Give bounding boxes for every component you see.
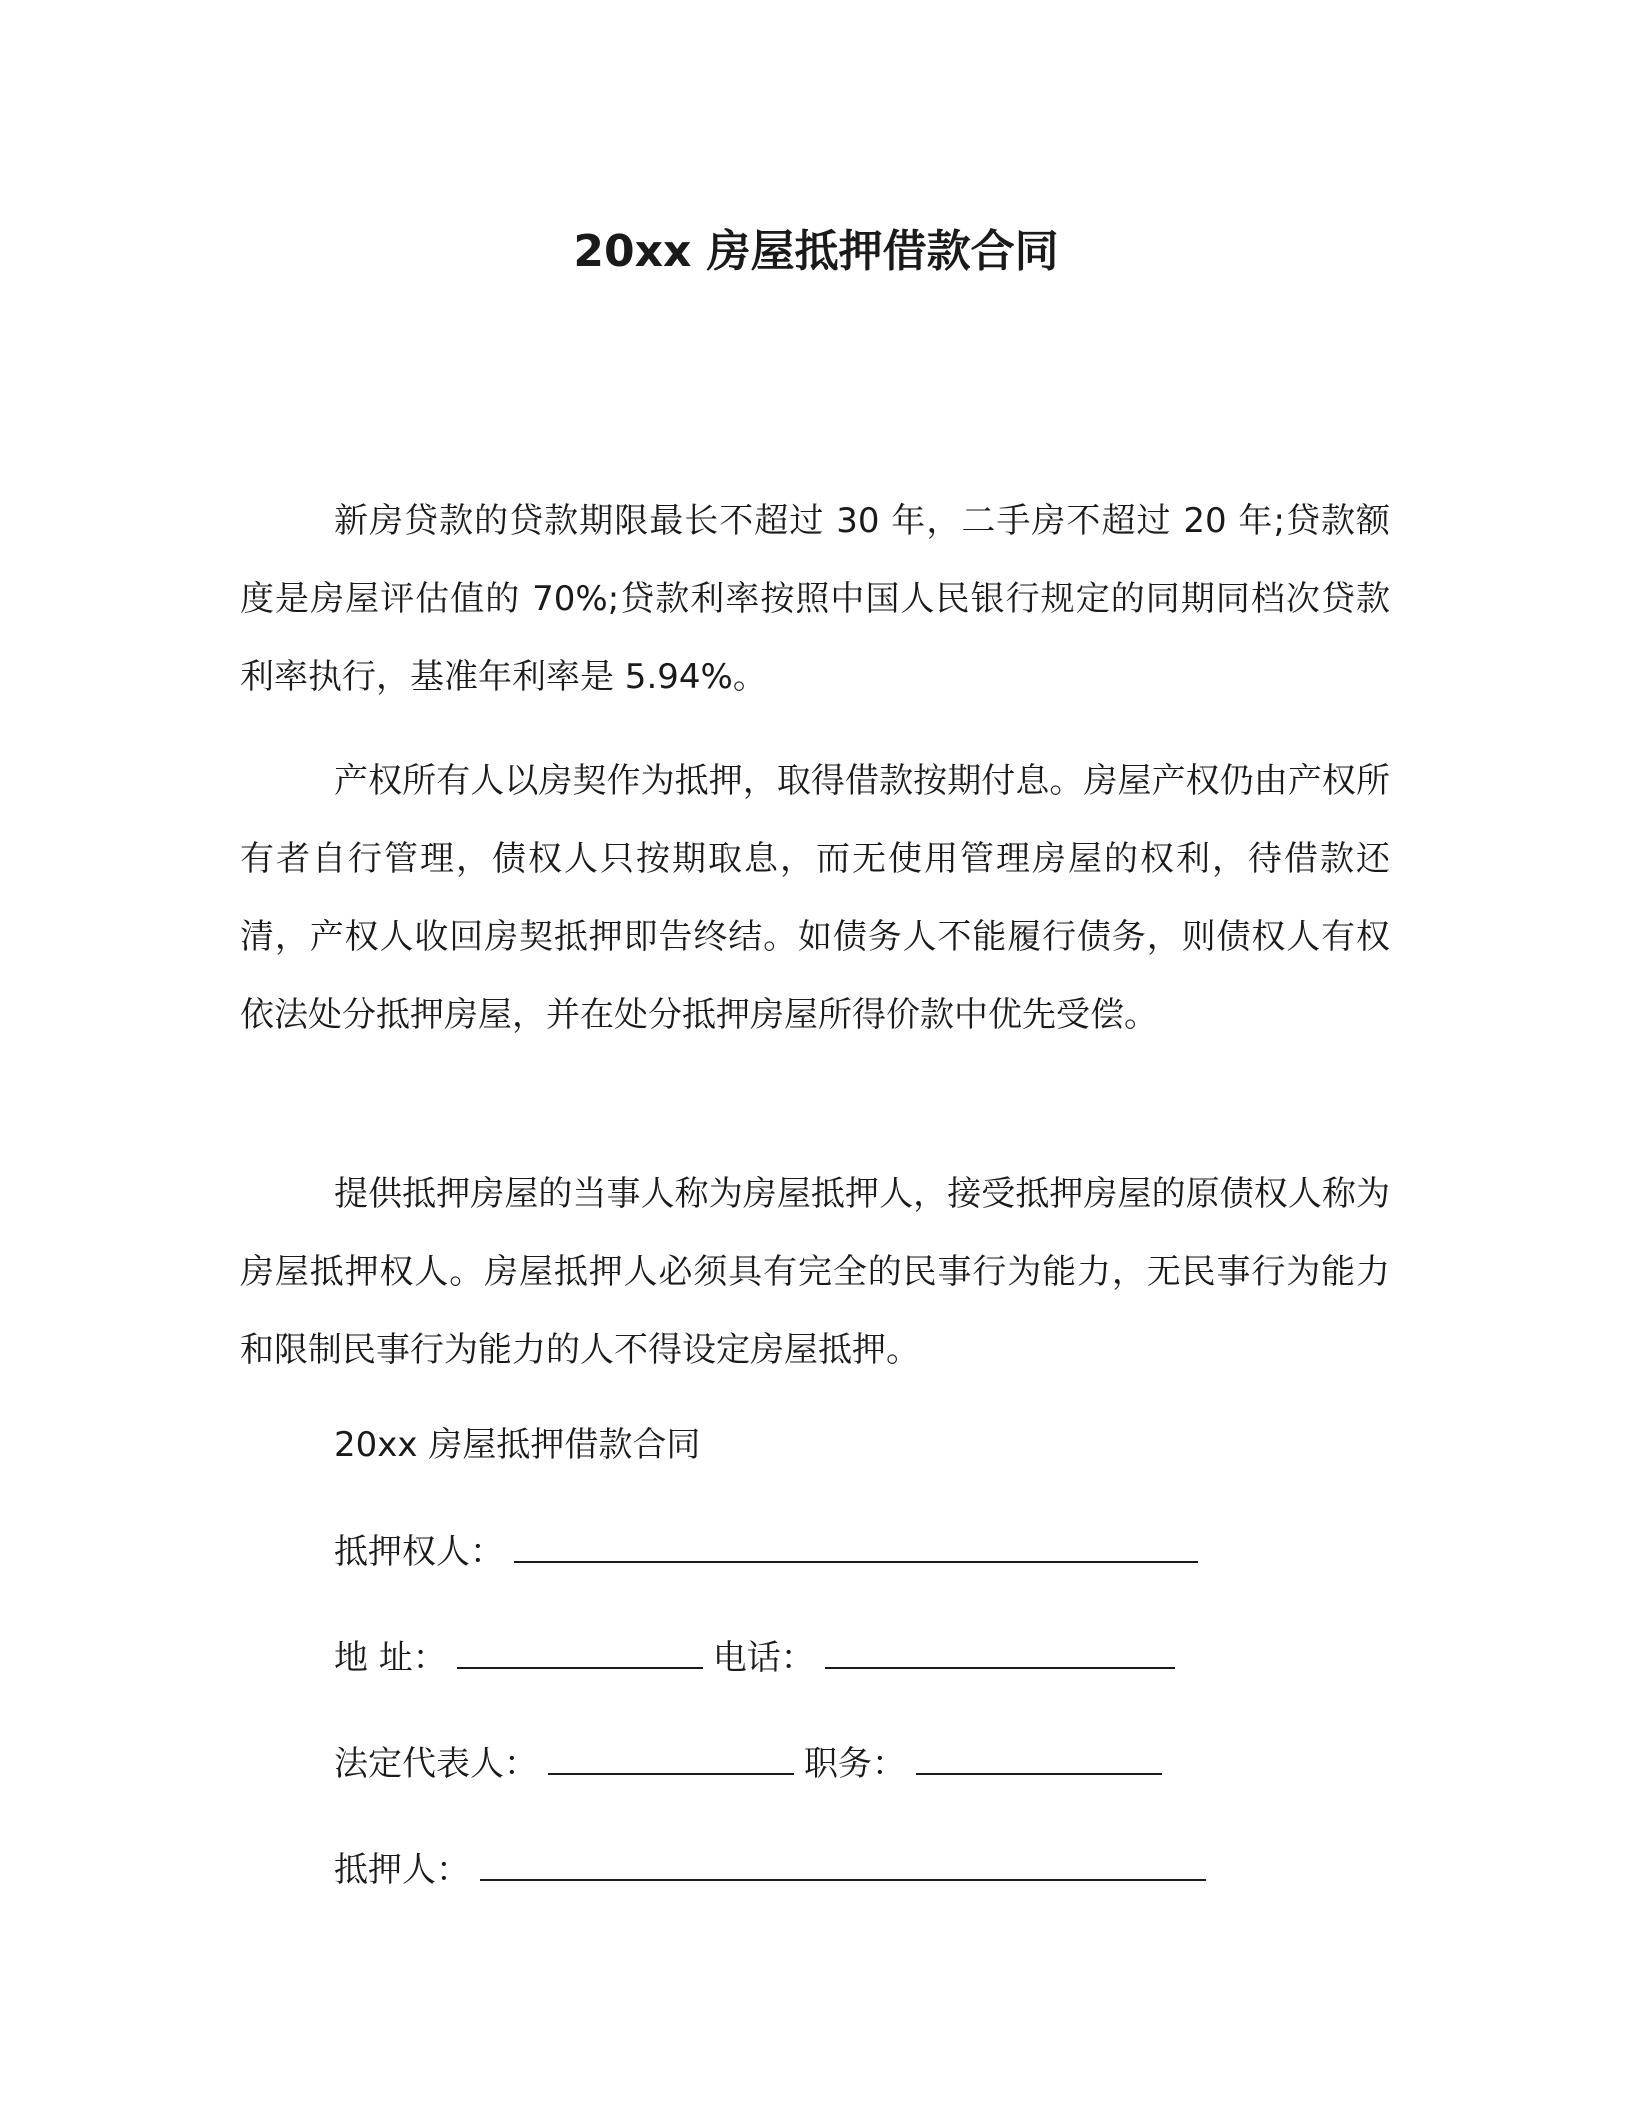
legal-rep-blank[interactable]	[548, 1733, 794, 1775]
legal-rep-label: 法定代表人：	[334, 1744, 538, 1784]
mortgagee-blank[interactable]	[514, 1521, 1198, 1563]
paragraph-property-ownership: 产权所有人以房契作为抵押，取得借款按期付息。房屋产权仍由产权所有者自行管理，债权人只按期取息，而无使用管理房屋的权利，待借款还清，产权人收回房契抵押即告终结。如债务人不能履行债务，则债权人有权依法处分抵押房屋，并在处分抵押房屋所得价款中优先受偿。	[240, 761, 1390, 1035]
address-label: 地 址：	[334, 1638, 447, 1678]
position-label: 职务：	[804, 1744, 906, 1784]
mortgagee-row	[334, 1521, 1208, 1582]
mortgagor-blank[interactable]	[480, 1839, 1206, 1881]
paragraph-mortgage-parties: 提供抵押房屋的当事人称为房屋抵押人，接受抵押房屋的原债权人称为房屋抵押权人。房屋抵押人必须具有完全的民事行为能力，无民事行为能力和限制民事行为能力的人不得设定房屋抵押。	[240, 1174, 1390, 1370]
position-blank[interactable]	[916, 1733, 1162, 1775]
mortgagor-row	[334, 1839, 1216, 1900]
paragraph-loan-terms: 新房贷款的贷款期限最长不超过 30 年，二手房不超过 20 年;贷款额度是房屋评估值的 70%;贷款利率按照中国人民银行规定的同期同档次贷款利率执行，基准年利率是 5.94%。	[240, 501, 1390, 697]
address-phone-row	[334, 1627, 1185, 1688]
legal-rep-position-row	[334, 1733, 1172, 1794]
mortgagor-label: 抵押人：	[334, 1850, 470, 1890]
phone-blank[interactable]	[825, 1627, 1175, 1669]
mortgagee-label: 抵押权人：	[334, 1532, 504, 1572]
phone-label: 电话：	[712, 1638, 815, 1678]
document-title: 20xx 房屋抵押借款合同	[573, 226, 1059, 277]
address-blank[interactable]	[457, 1627, 703, 1669]
contract-heading: 20xx 房屋抵押借款合同	[334, 1425, 701, 1465]
